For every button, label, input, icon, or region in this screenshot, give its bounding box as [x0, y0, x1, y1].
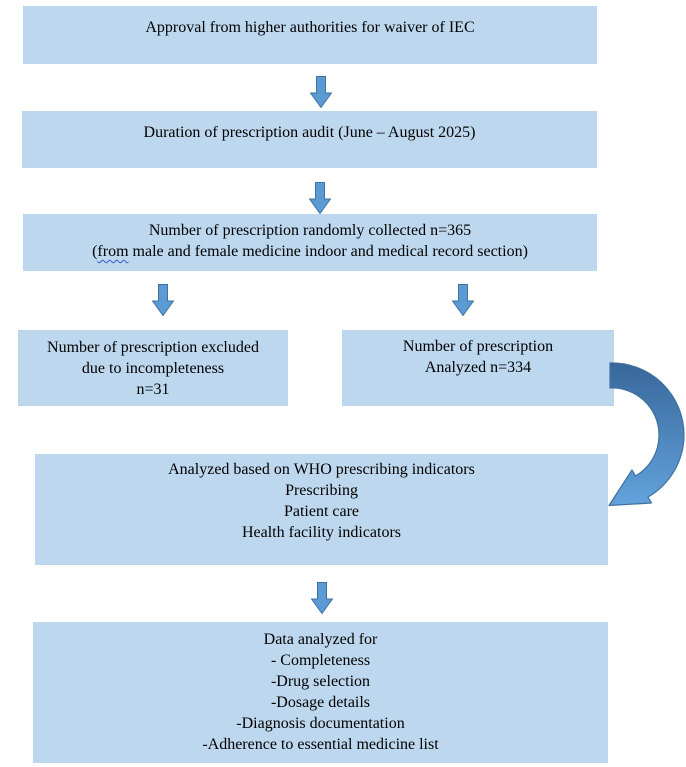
box-excluded-line2: due to incompleteness — [81, 360, 225, 377]
box-collected — [23, 214, 597, 271]
box-who-line4: Health facility indicators — [241, 524, 402, 541]
down-arrow-icon — [311, 582, 333, 614]
down-arrow-icon — [310, 76, 332, 108]
box-data-line4: -Dosage details — [270, 694, 371, 711]
box-who-line3: Patient care — [283, 503, 360, 520]
down-arrow-icon — [452, 284, 474, 316]
box-data-line1: Data analyzed for — [263, 631, 378, 648]
box-excluded-line1: Number of prescription excluded — [47, 339, 259, 356]
box-duration-text: Duration of prescription audit (June – August 2025) — [143, 124, 476, 141]
box-analyzed — [342, 330, 614, 406]
box-approval — [23, 6, 597, 64]
collected-paren: ( — [92, 243, 98, 260]
box-who-indicators — [35, 454, 608, 565]
down-arrow-icon — [309, 182, 331, 214]
box-data-line6: -Adherence to essential medicine list — [202, 736, 439, 753]
box-data-analyzed — [33, 622, 608, 763]
box-data-line5: -Diagnosis documentation — [236, 715, 405, 732]
box-analyzed-line2: Analyzed n=334 — [424, 359, 532, 376]
box-data-line2: - Completeness — [270, 652, 371, 669]
box-data-line3: -Drug selection — [270, 673, 371, 690]
box-approval-text: Approval from higher authorities for waiver of IEC — [145, 19, 475, 36]
box-collected-line2 — [23, 241, 597, 262]
box-excluded — [18, 330, 288, 406]
collected-wavy-word: from — [97, 243, 129, 260]
box-excluded-line3: n=31 — [136, 381, 170, 398]
box-who-line1: Analyzed based on WHO prescribing indicators — [168, 461, 475, 478]
box-who-line2: Prescribing — [285, 482, 358, 499]
box-duration — [22, 111, 597, 168]
down-arrow-icon — [152, 284, 174, 316]
box-analyzed-line1: Number of prescription — [402, 338, 554, 355]
box-collected-line1: Number of prescription randomly collected n=365 — [148, 222, 472, 239]
collected-line2-rest: male and female medicine indoor and medical record section) — [128, 243, 528, 260]
